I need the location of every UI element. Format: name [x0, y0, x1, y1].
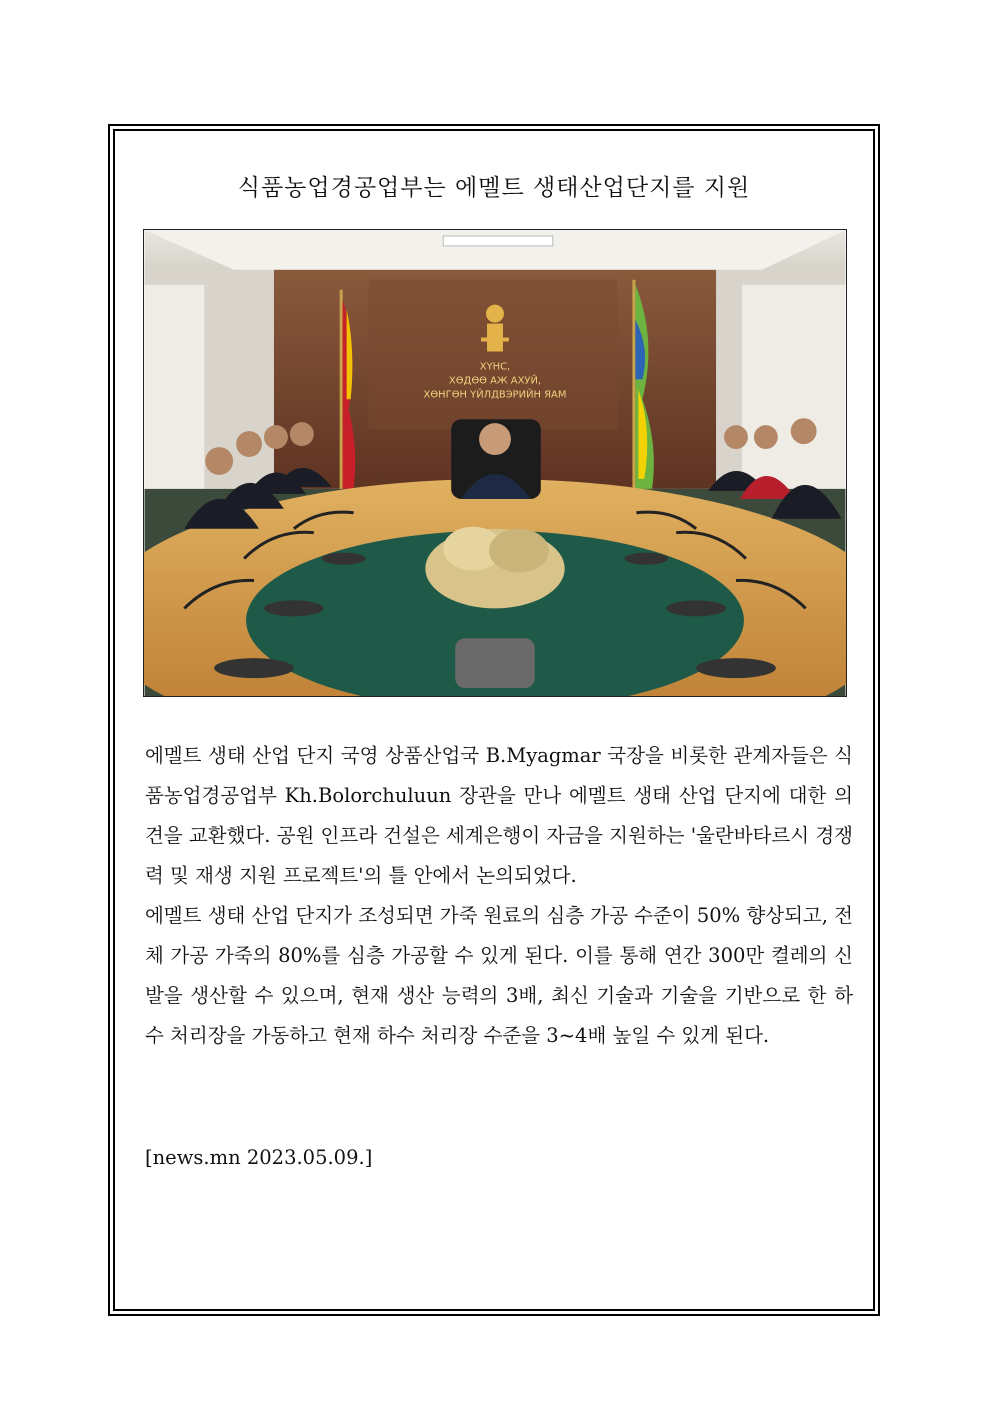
article-source: [news.mn 2023.05.09.] — [145, 1146, 373, 1169]
article-body — [145, 736, 853, 1056]
wall-sign-line-2: ХӨДӨӨ АЖ АХУЙ, — [448, 375, 542, 387]
wall-sign-line-3: ХӨНГӨН ҮЙЛДВЭРИЙН ЯАМ — [423, 389, 567, 401]
article-paragraph-2: 에멜트 생태 산업 단지가 조성되면 가죽 원료의 심층 가공 수준이 50% 향상되고, 전체 가공 가죽의 80%를 심층 가공할 수 있게 된다. 이를 통해 연간 300만 켤레의 신발을 생산할 수 있으며, 현재 생산 능력의 3배, 최신 기술과 기술을 기반으로 한 하수 처리장을 가동하고 현재 하수 처리장 수준을 3~4배 높일 수 있게 된다. — [145, 904, 853, 1047]
meeting-photo — [143, 229, 847, 697]
document-border — [108, 124, 880, 1316]
wall-sign-line-1: ХҮНС, — [479, 361, 511, 373]
document-inner-border — [113, 129, 875, 1311]
article-paragraph-1: 에멜트 생태 산업 단지 국영 상품산업국 B.Myagmar 국장을 비롯한 관계자들은 식품농업경공업부 Kh.Bolorchuluun 장관을 만나 에멜트 생태 산업 단지에 대한 의견을 교환했다. 공원 인프라 건설은 세계은행이 자금을 지원하는 '울란바타르시 경쟁력 및 재생 지원 프로젝트'의 틀 안에서 논의되었다. — [145, 744, 853, 887]
article-title: 식품농업경공업부는 에멜트 생태산업단지를 지원 — [237, 175, 751, 201]
